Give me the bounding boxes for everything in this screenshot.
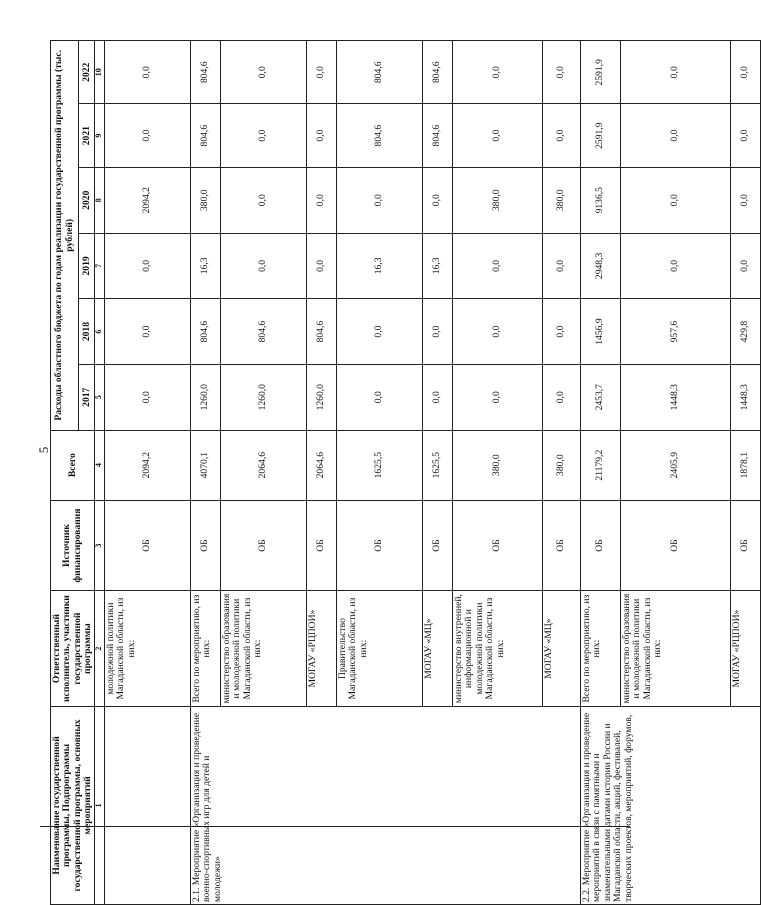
column-index-row (95, 41, 105, 905)
cell-executor: министерство образования и молодежной политики Магаданской области, из них: (221, 591, 307, 707)
column-index: 9 (95, 104, 105, 167)
cell-value: 2094,2 (105, 430, 191, 500)
budget-table (50, 40, 761, 905)
cell-value: 0,0 (307, 41, 337, 104)
cell-value: 2591,9 (581, 41, 621, 104)
cell-value: 0,0 (337, 364, 423, 430)
cell-value: 0,0 (453, 41, 543, 104)
cell-source: ОБ (621, 500, 731, 591)
column-index: 2 (95, 591, 105, 707)
cell-value: 2591,9 (581, 104, 621, 167)
cell-value: 0,0 (423, 299, 453, 365)
cell-value: 804,6 (337, 104, 423, 167)
rotated-table (50, 40, 751, 905)
cell-value: 0,0 (621, 104, 731, 167)
cell-value: 0,0 (453, 233, 543, 299)
header-year: 2017 (79, 364, 95, 430)
cell-value: 0,0 (105, 299, 191, 365)
budget-table-container (50, 40, 751, 905)
cell-value: 1260,0 (307, 364, 337, 430)
header-row (51, 41, 79, 905)
header-year: 2019 (79, 233, 95, 299)
cell-value: 804,6 (191, 299, 221, 365)
cell-value: 804,6 (423, 41, 453, 104)
header-total: Всего (51, 430, 95, 500)
cell-source: ОБ (423, 500, 453, 591)
header-year: 2021 (79, 104, 95, 167)
cell-executor: министерство внутренней, информационной и молодежной политики Магаданской области, из них: (453, 591, 543, 707)
cell-value: 957,6 (621, 299, 731, 365)
header-year: 2018 (79, 299, 95, 365)
header-year: 2020 (79, 167, 95, 233)
cell-value: 804,6 (307, 299, 337, 365)
cell-executor: МОГАУ «МЦ» (423, 591, 453, 707)
header-expenses-group: Расходы областного бюджета по годам реализации государственной программы (тыс. рублей) (51, 41, 79, 431)
table-row (581, 41, 621, 905)
cell-value: 16,3 (191, 233, 221, 299)
cell-value: 0,0 (543, 104, 581, 167)
cell-value: 0,0 (221, 167, 307, 233)
cell-value: 380,0 (191, 167, 221, 233)
cell-value: 4070,1 (191, 430, 221, 500)
cell-value: 2948,3 (581, 233, 621, 299)
cell-name: 2.1. Мероприятие «Организация и проведение военно-спортивных игр для детей и молодежи» (191, 706, 581, 904)
cell-source: ОБ (221, 500, 307, 591)
cell-value: 804,6 (337, 41, 423, 104)
cell-value: 804,6 (191, 104, 221, 167)
cell-value: 0,0 (221, 233, 307, 299)
cell-value: 1625,5 (423, 430, 453, 500)
column-index: 5 (95, 364, 105, 430)
cell-value: 1448,3 (621, 364, 731, 430)
cell-value: 9136,5 (581, 167, 621, 233)
cell-value: 0,0 (453, 104, 543, 167)
cell-source: ОБ (191, 500, 221, 591)
cell-value: 0,0 (453, 364, 543, 430)
cell-value: 804,6 (191, 41, 221, 104)
cell-value: 2064,6 (307, 430, 337, 500)
cell-value: 0,0 (423, 167, 453, 233)
cell-value: 0,0 (337, 167, 423, 233)
cell-executor: МОГАУ «РЦПОИ» (307, 591, 337, 707)
cell-value: 16,3 (337, 233, 423, 299)
cell-value: 0,0 (543, 299, 581, 365)
cell-value: 429,8 (731, 299, 761, 365)
cell-value: 1260,0 (221, 364, 307, 430)
page-number: 5 (36, 446, 51, 454)
cell-executor: Правительство Магаданской области, из них: (337, 591, 423, 707)
cell-value: 2405,9 (621, 430, 731, 500)
cell-source: ОБ (337, 500, 423, 591)
cell-source: ОБ (453, 500, 543, 591)
cell-value: 0,0 (105, 104, 191, 167)
cell-source: ОБ (581, 500, 621, 591)
cell-value: 2453,7 (581, 364, 621, 430)
cell-value: 804,6 (221, 299, 307, 365)
cell-value: 0,0 (221, 104, 307, 167)
column-index: 4 (95, 430, 105, 500)
cell-name: 2.2. Мероприятие «Организация и проведение мероприятий в связи с памятными и знаменательными датами истории России и Магаданской области, акций, фестивалей, творческих проектов, мероприятий, форумов, (581, 706, 761, 904)
header-executor: Ответственный исполнитель, участники государственной программы (51, 591, 95, 707)
cell-value: 0,0 (307, 233, 337, 299)
cell-value: 0,0 (543, 41, 581, 104)
cell-value: 0,0 (731, 104, 761, 167)
cell-value: 0,0 (621, 233, 731, 299)
cell-value: 0,0 (543, 364, 581, 430)
cell-value: 2064,6 (221, 430, 307, 500)
table-row (105, 41, 191, 905)
cell-value: 2094,2 (105, 167, 191, 233)
cell-value: 1448,3 (731, 364, 761, 430)
cell-value: 0,0 (621, 167, 731, 233)
cell-value: 380,0 (543, 430, 581, 500)
column-index: 3 (95, 500, 105, 591)
header-source: Источник финансирования (51, 500, 95, 591)
cell-value: 1878,1 (731, 430, 761, 500)
cell-source: ОБ (105, 500, 191, 591)
cell-source: ОБ (731, 500, 761, 591)
cell-value: 0,0 (307, 104, 337, 167)
column-index: 1 (95, 706, 105, 904)
cell-executor: МОГАУ «РЦПОИ» (731, 591, 761, 707)
cell-value: 0,0 (307, 167, 337, 233)
cell-value: 0,0 (543, 233, 581, 299)
cell-executor: Всего по мероприятию, из них: (191, 591, 221, 707)
cell-value: 0,0 (731, 41, 761, 104)
cell-value: 1260,0 (191, 364, 221, 430)
cell-value: 380,0 (543, 167, 581, 233)
cell-value: 804,6 (423, 104, 453, 167)
cell-value: 0,0 (221, 41, 307, 104)
cell-value: 0,0 (423, 364, 453, 430)
cell-value: 21179,2 (581, 430, 621, 500)
cell-value: 0,0 (453, 299, 543, 365)
cell-value: 0,0 (731, 233, 761, 299)
cell-name (105, 706, 191, 904)
column-index: 7 (95, 233, 105, 299)
cell-value: 1456,9 (581, 299, 621, 365)
column-index: 10 (95, 41, 105, 104)
cell-source: ОБ (543, 500, 581, 591)
cell-value: 16,3 (423, 233, 453, 299)
table-row (191, 41, 221, 905)
header-year: 2022 (79, 41, 95, 104)
cell-value: 0,0 (337, 299, 423, 365)
cell-executor: министерство образования и молодежной политики Магаданской области, из них: (621, 591, 731, 707)
cell-value: 380,0 (453, 430, 543, 500)
cell-value: 0,0 (105, 364, 191, 430)
cell-executor: Всего по мероприятию, из них: (581, 591, 621, 707)
cell-value: 380,0 (453, 167, 543, 233)
cell-value: 0,0 (105, 233, 191, 299)
cell-executor: молодежной политики Магаданской области, из них: (105, 591, 191, 707)
column-index: 8 (95, 167, 105, 233)
cell-value: 0,0 (105, 41, 191, 104)
column-index: 6 (95, 299, 105, 365)
cell-executor: МОГАУ «МЦ» (543, 591, 581, 707)
cell-value: 0,0 (731, 167, 761, 233)
header-name: Наименование государственной программы, Подпрограммы государственной программы, основных мероприятий (51, 706, 95, 904)
cell-value: 0,0 (621, 41, 731, 104)
cell-value: 1625,5 (337, 430, 423, 500)
cell-source: ОБ (307, 500, 337, 591)
